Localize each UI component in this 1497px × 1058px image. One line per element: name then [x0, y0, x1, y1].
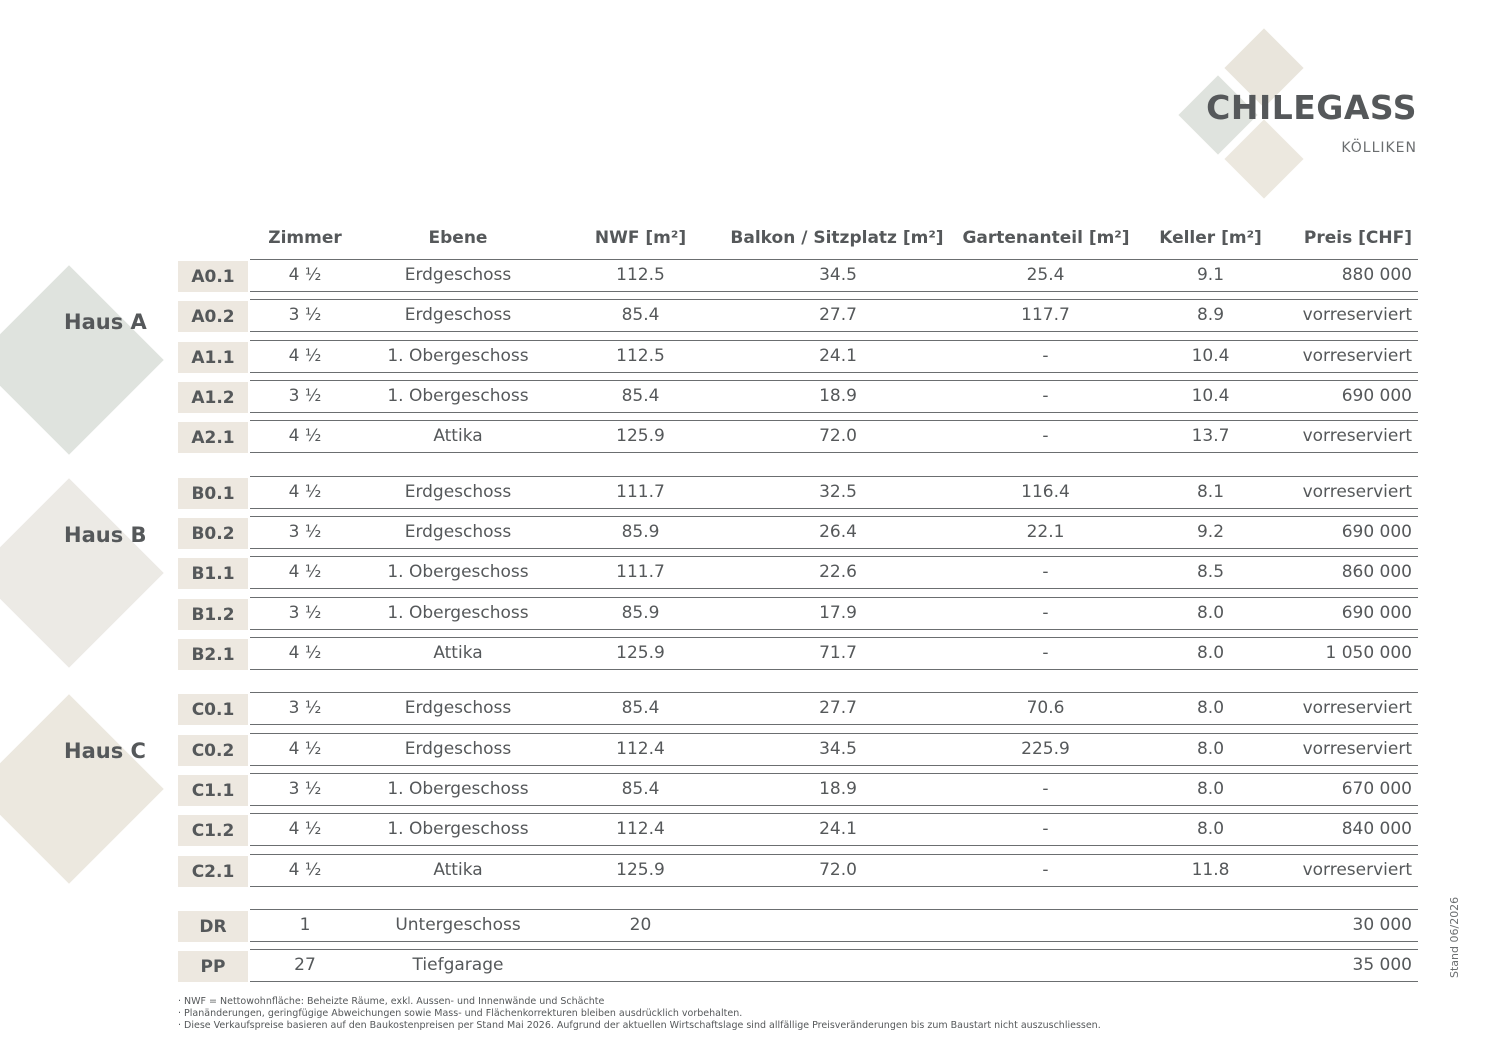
- unit-code: A2.1: [178, 422, 248, 453]
- cell-zimmer: 3 ½: [288, 386, 322, 406]
- unit-code: C1.2: [178, 815, 248, 846]
- cell-ebene: Untergeschoss: [395, 915, 521, 935]
- cell-zimmer: 4 ½: [288, 819, 322, 839]
- cell-keller: 8.0: [1196, 779, 1225, 799]
- row-line: [250, 380, 1418, 381]
- cell-preis: 1 050 000: [1325, 643, 1412, 663]
- cell-preis: 30 000: [1352, 915, 1412, 935]
- row-line: [250, 629, 1418, 630]
- stand-date: Stand 06/2026: [1448, 896, 1461, 978]
- header-nwf: NWF [m²]: [594, 228, 687, 248]
- row-line: [250, 476, 1418, 477]
- cell-keller: 10.4: [1191, 346, 1230, 366]
- cell-garten: -: [1042, 426, 1049, 446]
- table-row: [178, 639, 1418, 671]
- cell-garten: 22.1: [1026, 522, 1065, 542]
- cell-nwf: 112.4: [616, 739, 665, 759]
- cell-ebene: Erdgeschoss: [404, 482, 512, 502]
- brand-subtitle: KÖLLIKEN: [1341, 140, 1417, 156]
- row-line: [250, 259, 1418, 260]
- cell-preis: 35 000: [1352, 955, 1412, 975]
- cell-keller: 9.2: [1196, 522, 1225, 542]
- cell-keller: 8.0: [1196, 603, 1225, 623]
- cell-garten: 25.4: [1026, 265, 1065, 285]
- cell-nwf: 20: [629, 915, 652, 935]
- cell-zimmer: 4 ½: [288, 346, 322, 366]
- header-preis: Preis [CHF]: [1303, 228, 1412, 248]
- cell-nwf: 111.7: [616, 482, 665, 502]
- row-line: [250, 669, 1418, 670]
- row-line: [250, 773, 1418, 774]
- row-line: [250, 854, 1418, 855]
- cell-ebene: Erdgeschoss: [404, 739, 512, 759]
- row-line: [250, 597, 1418, 598]
- cell-preis: 690 000: [1341, 386, 1412, 406]
- cell-zimmer: 27: [294, 955, 316, 975]
- table-row: [178, 518, 1418, 550]
- haus-b-diamond: [0, 478, 164, 668]
- row-line: [250, 588, 1418, 589]
- table-row: [178, 301, 1418, 333]
- table-row: [178, 694, 1418, 726]
- cell-balkon: 27.7: [819, 698, 857, 718]
- cell-ebene: Attika: [433, 426, 483, 446]
- cell-nwf: 85.4: [621, 386, 660, 406]
- cell-keller: 9.1: [1196, 265, 1225, 285]
- cell-balkon: 32.5: [819, 482, 857, 502]
- cell-garten: -: [1042, 819, 1049, 839]
- row-line: [250, 886, 1418, 887]
- row-line: [250, 508, 1418, 509]
- unit-code: B2.1: [178, 639, 248, 670]
- table-row: [178, 735, 1418, 767]
- table-row: [178, 856, 1418, 888]
- cell-balkon: 34.5: [819, 739, 857, 759]
- unit-code: C0.2: [178, 735, 248, 766]
- cell-balkon: 18.9: [819, 779, 857, 799]
- cell-balkon: 24.1: [819, 819, 857, 839]
- cell-ebene: 1. Obergeschoss: [387, 779, 529, 799]
- cell-ebene: 1. Obergeschoss: [387, 819, 529, 839]
- row-line: [250, 724, 1418, 725]
- table-row: [178, 775, 1418, 807]
- cell-ebene: 1. Obergeschoss: [387, 603, 529, 623]
- unit-code: B1.1: [178, 558, 248, 589]
- unit-code: B0.1: [178, 478, 248, 509]
- footnote: · Planänderungen, geringfügige Abweichungen sowie Mass- und Flächenkorrekturen bleiben ausdrücklich vorbehalten.: [178, 1008, 743, 1019]
- row-line: [250, 941, 1418, 942]
- cell-keller: 13.7: [1191, 426, 1230, 446]
- brand-title: CHILEGASS: [1206, 88, 1417, 127]
- cell-nwf: 125.9: [616, 643, 665, 663]
- cell-preis: vorreserviert: [1302, 698, 1412, 718]
- header-balkon: Balkon / Sitzplatz [m²]: [730, 228, 944, 248]
- cell-zimmer: 4 ½: [288, 860, 322, 880]
- cell-zimmer: 3 ½: [288, 305, 322, 325]
- cell-balkon: 18.9: [819, 386, 857, 406]
- unit-code: PP: [178, 951, 248, 982]
- unit-code: A0.2: [178, 301, 248, 332]
- cell-zimmer: 4 ½: [288, 426, 322, 446]
- row-line: [250, 556, 1418, 557]
- header-zimmer: Zimmer: [268, 228, 342, 248]
- cell-garten: -: [1042, 603, 1049, 623]
- cell-zimmer: 3 ½: [288, 779, 322, 799]
- cell-garten: -: [1042, 643, 1049, 663]
- cell-ebene: Tiefgarage: [412, 955, 504, 975]
- cell-nwf: 85.9: [621, 522, 660, 542]
- haus-a-label: Haus A: [64, 310, 147, 334]
- cell-keller: 8.0: [1196, 643, 1225, 663]
- cell-balkon: 17.9: [819, 603, 857, 623]
- unit-code: A1.1: [178, 342, 248, 373]
- row-line: [250, 692, 1418, 693]
- cell-nwf: 112.5: [616, 265, 665, 285]
- cell-zimmer: 3 ½: [288, 603, 322, 623]
- row-line: [250, 981, 1418, 982]
- cell-garten: 70.6: [1026, 698, 1065, 718]
- cell-garten: -: [1042, 779, 1049, 799]
- header-keller: Keller [m²]: [1159, 228, 1262, 248]
- header-garten: Gartenanteil [m²]: [962, 228, 1130, 248]
- unit-code: C0.1: [178, 694, 248, 725]
- unit-code: B1.2: [178, 599, 248, 630]
- cell-garten: -: [1042, 346, 1049, 366]
- row-line: [250, 909, 1418, 910]
- footnote: · Diese Verkaufspreise basieren auf den Baukostenpreisen per Stand Mai 2026. Aufgrund der aktuellen Wirtschaftslage sind allfällige Preisveränderungen bis zum Baustart nicht auszuschliessen.: [178, 1020, 1101, 1031]
- cell-preis: 690 000: [1341, 522, 1412, 542]
- cell-balkon: 72.0: [819, 426, 857, 446]
- cell-garten: 116.4: [1021, 482, 1070, 502]
- cell-ebene: 1. Obergeschoss: [387, 346, 529, 366]
- footnote: · NWF = Nettowohnfläche: Beheizte Räume, exkl. Aussen- und Innenwände und Schächte: [178, 996, 605, 1007]
- cell-preis: 880 000: [1341, 265, 1412, 285]
- cell-zimmer: 3 ½: [288, 698, 322, 718]
- table-row: [178, 261, 1418, 293]
- table-row: [178, 478, 1418, 510]
- haus-c-label: Haus C: [64, 739, 146, 763]
- cell-keller: 8.0: [1196, 819, 1225, 839]
- cell-preis: vorreserviert: [1302, 346, 1412, 366]
- cell-preis: vorreserviert: [1302, 482, 1412, 502]
- cell-balkon: 27.7: [819, 305, 857, 325]
- row-line: [250, 331, 1418, 332]
- cell-balkon: 26.4: [819, 522, 857, 542]
- cell-preis: 690 000: [1341, 603, 1412, 623]
- table-row: [178, 911, 1418, 943]
- table-row: [178, 382, 1418, 414]
- cell-keller: 8.0: [1196, 739, 1225, 759]
- row-line: [250, 452, 1418, 453]
- table-row: [178, 558, 1418, 590]
- row-line: [250, 637, 1418, 638]
- row-line: [250, 805, 1418, 806]
- cell-zimmer: 4 ½: [288, 643, 322, 663]
- cell-garten: -: [1042, 386, 1049, 406]
- unit-code: B0.2: [178, 518, 248, 549]
- cell-keller: 8.9: [1196, 305, 1225, 325]
- haus-c-diamond: [0, 694, 164, 884]
- row-line: [250, 291, 1418, 292]
- cell-zimmer: 4 ½: [288, 265, 322, 285]
- cell-nwf: 125.9: [616, 860, 665, 880]
- cell-nwf: 85.4: [621, 698, 660, 718]
- row-line: [250, 733, 1418, 734]
- cell-ebene: Attika: [433, 643, 483, 663]
- cell-ebene: Erdgeschoss: [404, 265, 512, 285]
- cell-keller: 11.8: [1191, 860, 1230, 880]
- cell-nwf: 111.7: [616, 562, 665, 582]
- cell-ebene: 1. Obergeschoss: [387, 562, 529, 582]
- unit-code: A1.2: [178, 382, 248, 413]
- cell-garten: -: [1042, 562, 1049, 582]
- cell-balkon: 22.6: [819, 562, 857, 582]
- cell-preis: vorreserviert: [1302, 426, 1412, 446]
- row-line: [250, 420, 1418, 421]
- row-line: [250, 516, 1418, 517]
- unit-code: DR: [178, 911, 248, 942]
- cell-balkon: 34.5: [819, 265, 857, 285]
- table-row: [178, 815, 1418, 847]
- haus-a-diamond: [0, 265, 164, 455]
- cell-nwf: 125.9: [616, 426, 665, 446]
- cell-keller: 8.1: [1196, 482, 1225, 502]
- cell-zimmer: 3 ½: [288, 522, 322, 542]
- unit-code: C2.1: [178, 856, 248, 887]
- cell-ebene: Erdgeschoss: [404, 698, 512, 718]
- cell-garten: 225.9: [1021, 739, 1070, 759]
- cell-preis: vorreserviert: [1302, 305, 1412, 325]
- cell-nwf: 85.4: [621, 305, 660, 325]
- cell-preis: vorreserviert: [1302, 860, 1412, 880]
- haus-b-label: Haus B: [64, 523, 147, 547]
- row-line: [250, 548, 1418, 549]
- table-row: [178, 422, 1418, 454]
- row-line: [250, 813, 1418, 814]
- cell-ebene: Attika: [433, 860, 483, 880]
- cell-nwf: 85.4: [621, 779, 660, 799]
- header-ebene: Ebene: [428, 228, 488, 248]
- row-line: [250, 845, 1418, 846]
- cell-zimmer: 1: [299, 915, 311, 935]
- cell-ebene: Erdgeschoss: [404, 305, 512, 325]
- cell-garten: -: [1042, 860, 1049, 880]
- cell-zimmer: 4 ½: [288, 562, 322, 582]
- cell-keller: 8.0: [1196, 698, 1225, 718]
- unit-code: A0.1: [178, 261, 248, 292]
- cell-keller: 10.4: [1191, 386, 1230, 406]
- footnotes: [178, 996, 1101, 1032]
- cell-ebene: Erdgeschoss: [404, 522, 512, 542]
- cell-nwf: 112.5: [616, 346, 665, 366]
- cell-nwf: 85.9: [621, 603, 660, 623]
- cell-nwf: 112.4: [616, 819, 665, 839]
- cell-preis: vorreserviert: [1302, 739, 1412, 759]
- cell-keller: 8.5: [1196, 562, 1225, 582]
- cell-zimmer: 4 ½: [288, 739, 322, 759]
- cell-ebene: 1. Obergeschoss: [387, 386, 529, 406]
- cell-preis: 840 000: [1341, 819, 1412, 839]
- table-row: [178, 599, 1418, 631]
- cell-preis: 860 000: [1341, 562, 1412, 582]
- row-line: [250, 340, 1418, 341]
- table-row: [178, 342, 1418, 374]
- cell-balkon: 71.7: [819, 643, 857, 663]
- row-line: [250, 412, 1418, 413]
- cell-garten: 117.7: [1021, 305, 1070, 325]
- table-row: [178, 951, 1418, 983]
- row-line: [250, 949, 1418, 950]
- unit-code: C1.1: [178, 775, 248, 806]
- cell-balkon: 24.1: [819, 346, 857, 366]
- row-line: [250, 765, 1418, 766]
- row-line: [250, 372, 1418, 373]
- cell-preis: 670 000: [1341, 779, 1412, 799]
- cell-balkon: 72.0: [819, 860, 857, 880]
- cell-zimmer: 4 ½: [288, 482, 322, 502]
- row-line: [250, 299, 1418, 300]
